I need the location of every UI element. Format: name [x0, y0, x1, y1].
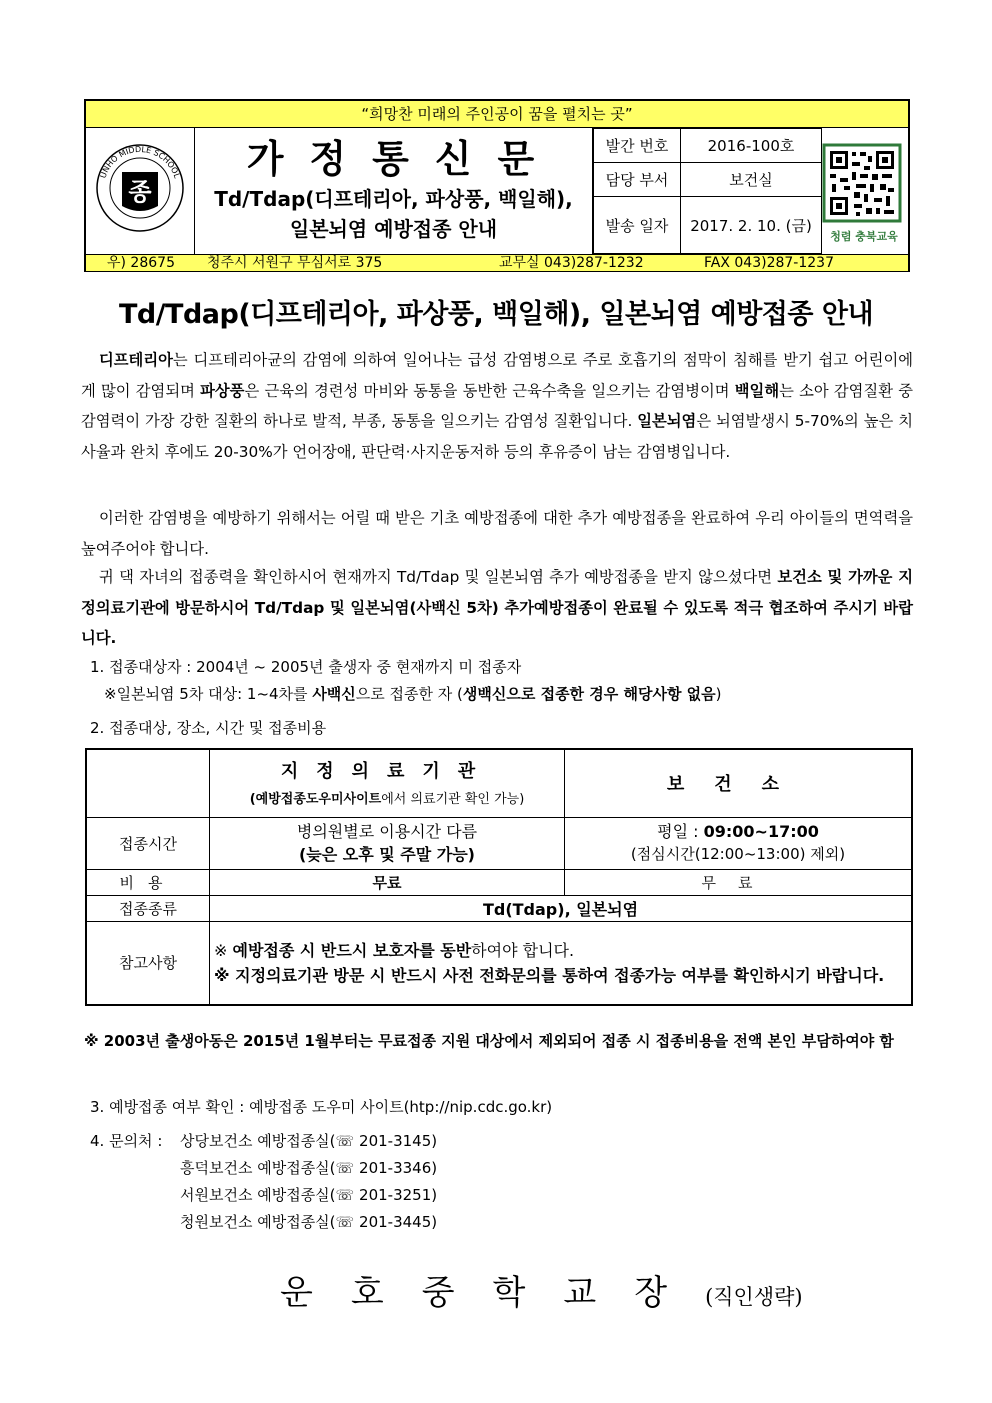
text-run: 생백신으로 접종한 경우 해당사항 없음	[462, 685, 716, 703]
text-run: 병의원별로 이용시간 다름	[296, 822, 478, 841]
contact-cheongwon: 청원보건소 예방접종실(☏ 201-3445)	[180, 1213, 438, 1231]
column-header-health-center: 보건소	[565, 749, 913, 817]
meta-value: 2017. 2. 10. (금)	[681, 197, 822, 254]
item-place-time: 2. 접종대상, 장소, 시간 및 접종비용	[90, 719, 327, 737]
school-logo	[86, 128, 195, 254]
health-center-time	[565, 817, 913, 869]
health-center-cost: 무료	[565, 869, 913, 895]
text-run: ※일본뇌염 5차 대상: 1~4차를	[104, 685, 313, 703]
exclusion-notice: ※ 2003년 출생아동은 2015년 1월부터는 무료접종 지원 대상에서 제외되어 접종 시 접종비용을 전액 본인 부담하여야 함	[84, 1032, 894, 1050]
logo-ring-text: UNHO MIDDLE SCHOOL	[98, 144, 182, 180]
request-emphasis: 보건소 및 가까운 지정의료기관에 방문하시어 Td/Tdap 및 일본뇌염(사백신 5차) 추가예방접종이 완료될 수 있도록 적극 협조하여 주시기 바랍니다.	[81, 568, 913, 647]
row-label-vaccine-type: 접종종류	[86, 895, 210, 921]
school-emblem-icon	[86, 128, 194, 254]
term-pertussis: 백일해	[734, 381, 780, 400]
meta-label: 담당 부서	[594, 163, 681, 197]
text-run: 은 뇌염발생시 5-70%의 높은 치사율과 완치 후에도 20-30%가 언어장애, 판단력·사지운동저하 등의 후유증이 남는 감염병입니다.	[81, 412, 913, 461]
text-run: 사백신	[312, 685, 356, 703]
text-run: (점심시간(12:00~13:00) 제외)	[630, 845, 846, 863]
text-run: 09:00~17:00	[703, 822, 819, 841]
item-target: 1. 접종대상자 : 2004년 ~ 2005년 출생자 중 현재까지 미 접종자	[90, 658, 522, 676]
term-tetanus: 파상풍	[200, 381, 245, 400]
text-run: 평일 :	[657, 822, 704, 841]
issue-meta-table	[593, 128, 822, 254]
title-block	[195, 128, 593, 254]
text-run: (늦은 오후 및 주말 가능)	[298, 845, 475, 864]
principal-signature	[280, 1265, 803, 1314]
item-check-site: 3. 예방접종 여부 확인 : 예방접종 도우미 사이트(htp://nip.cdc.go.kr)	[90, 1098, 553, 1116]
contact-bar	[86, 254, 908, 271]
text-run: 예방접종 시 반드시 보호자를 동반	[232, 940, 472, 960]
street-address: 청주시 서원구 무심서로 375	[207, 255, 383, 271]
qr-block	[820, 128, 908, 254]
newsletter-header	[84, 99, 910, 272]
notes-cell	[210, 921, 913, 1005]
column-header-designated-clinic	[210, 749, 565, 817]
request-paragraph	[81, 562, 913, 654]
contact-heungdeok: 흥덕보건소 예방접종실(☏ 201-3346)	[180, 1159, 438, 1177]
text-run: )	[715, 685, 722, 703]
clinic-header-title: 지정의료기관	[280, 761, 494, 783]
text-run: 하여야 합니다.	[471, 940, 575, 960]
newsletter-subtitle-1: Td/Tdap(디프테리아, 파상풍, 백일해),	[214, 187, 573, 211]
text-run: 은 근육의 경련성 마비와 동통을 동반한 근육수축을 일으키는 감염병이며	[244, 381, 735, 400]
meta-value: 보건실	[681, 163, 822, 197]
postal-code: 우) 28675	[107, 255, 175, 271]
row-label-time: 접종시간	[86, 817, 210, 869]
meta-value: 2016-100호	[681, 129, 822, 163]
contact-sangdang: 상당보건소 예방접종실(☏ 201-3145)	[180, 1132, 438, 1150]
row-label-notes: 참고사항	[86, 921, 210, 1005]
prevention-paragraph: 이러한 감염병을 예방하기 위해서는 어릴 때 받은 기초 예방접종에 대한 추가 예방접종을 완료하여 우리 아이들의 면역력을 높여주어야 합니다.	[81, 509, 913, 558]
clinic-time	[210, 817, 565, 869]
seal-omitted-note: (직인생략)	[705, 1285, 803, 1309]
clinic-cost: 무료	[210, 869, 565, 895]
row-label-cost: 비용	[86, 869, 210, 895]
text-run: 귀 댁 자녀의 접종력을 확인하시어 현재까지 Td/Tdap 및 일본뇌염 추가 예방접종을 받지 않으셨다면	[99, 568, 778, 586]
logo-glyph: 종	[128, 178, 152, 206]
text-run: 으로 접종한 자 (	[355, 685, 463, 703]
signature-text: 운호중학교장	[280, 1273, 706, 1313]
office-phone: 교무실 043)287-1232	[499, 255, 644, 271]
school-motto: “희망찬 미래의 주인공이 꿈을 펼치는 곳”	[86, 101, 908, 128]
vaccination-table	[85, 748, 913, 1006]
intro-paragraph	[81, 345, 913, 467]
text-run: ※ 지정의료기관 방문 시 반드시 사전 전화문의를 통하여 접종가능 여부를 확인하시기 바랍니다.	[214, 965, 885, 985]
fax-number: FAX 043)287-1237	[704, 255, 834, 271]
meta-label: 발간 번호	[594, 129, 681, 163]
qr-caption: 청렴 충북교육	[830, 230, 898, 243]
meta-label: 발송 일자	[594, 197, 681, 254]
term-diphtheria: 디프테리아	[99, 351, 173, 369]
newsletter-title: 가정통신문	[246, 136, 561, 181]
item-contact-label: 4. 문의처 :	[90, 1132, 163, 1150]
qr-code-icon	[820, 128, 908, 228]
text-run: 는 디프테리아균의 감염에 의하여 일어나는 급성 감염병으로 주로 호흡기의 점막이 침해를 받기 쉽고 어린이에게 많이 감염되며	[81, 351, 913, 400]
contact-seowon: 서원보건소 예방접종실(☏ 201-3251)	[180, 1186, 438, 1204]
document-title: Td/Tdap(디프테리아, 파상풍, 백일해), 일본뇌염 예방접종 안내	[118, 299, 874, 330]
text-run: (예방접종도우미사이트	[249, 792, 382, 808]
text-run: 에서 의료기관 확인 가능)	[381, 792, 525, 808]
item-target-note	[104, 683, 722, 704]
text-run: 는 소아 감염질환 중 감염력이 가장 강한 질환의 하나로 발적, 부종, 동통을 일으키는 감염성 질환입니다.	[81, 381, 913, 430]
text-run: ※	[214, 940, 233, 960]
table-corner	[86, 749, 210, 817]
term-japanese-encephalitis: 일본뇌염	[637, 412, 697, 430]
newsletter-subtitle-2: 일본뇌염 예방접종 안내	[289, 217, 498, 241]
vaccine-type: Td(Tdap), 일본뇌염	[210, 895, 913, 921]
